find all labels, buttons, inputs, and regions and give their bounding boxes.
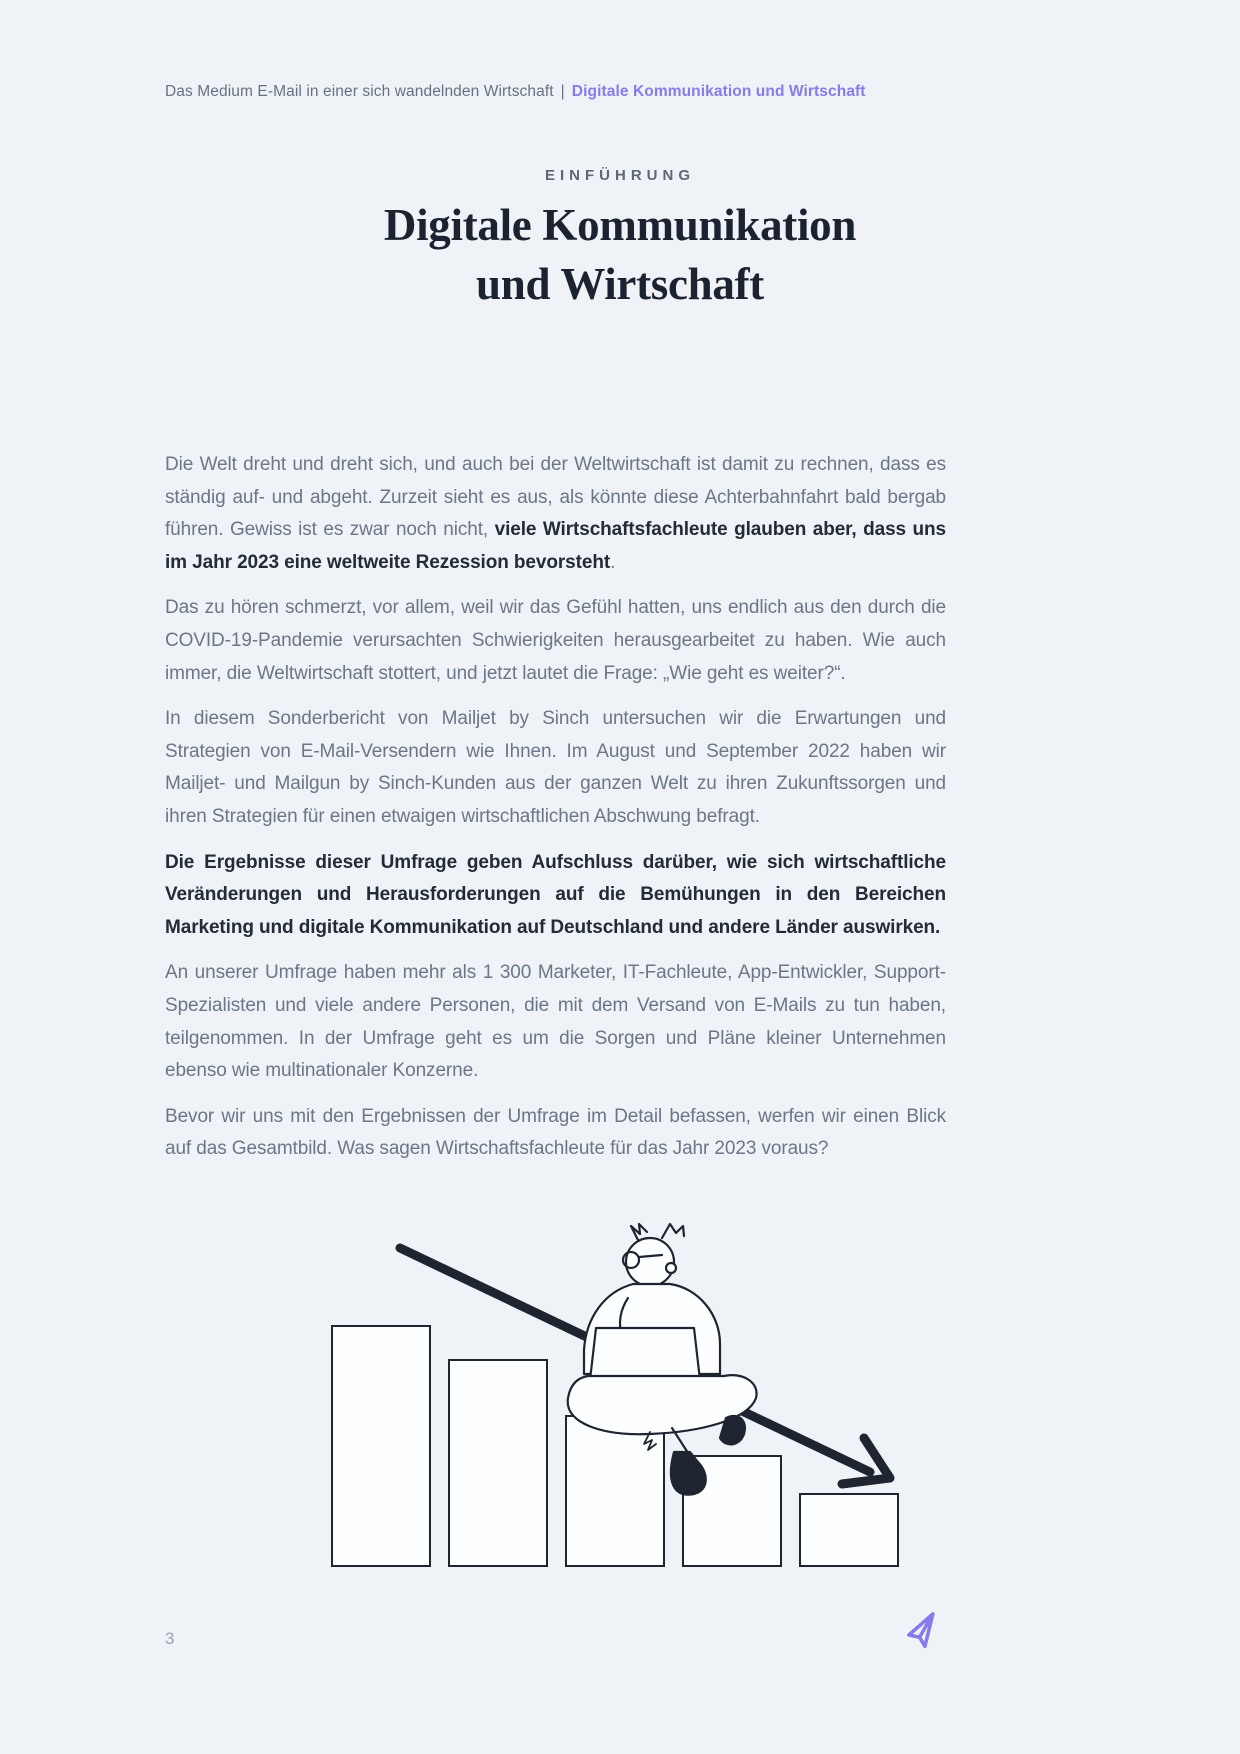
breadcrumb-separator: |	[560, 83, 565, 100]
body-paragraph	[165, 592, 946, 690]
paragraph-bold-text: Die Ergebnisse dieser Umfrage geben Aufschluss darüber, wie sich wirtschaftliche Veränderungen und Herausforderungen auf die Bemühungen in den Bereichen Marketing und digitale Kommunikation auf Deutschland und andere Länder auswirken.	[165, 851, 946, 938]
body-paragraph	[165, 847, 946, 945]
page-number: 3	[165, 1629, 175, 1648]
breadcrumb	[165, 83, 866, 101]
breadcrumb-current-chapter: Digitale Kommunikation und Wirtschaft	[571, 83, 866, 100]
person-hair-squiggle-right	[662, 1224, 684, 1238]
paper-plane-logo-icon	[903, 1612, 943, 1652]
page-title	[0, 196, 1240, 314]
bar-1	[332, 1326, 430, 1566]
page-title-line2: und Wirtschaft	[476, 259, 764, 309]
paragraph-bold-text: viele Wirtschaftsfachleute glauben aber, dass uns im Jahr 2023 eine weltweite Rezession bevorsteht	[165, 519, 947, 573]
paragraph-text: Das zu hören schmerzt, vor allem, weil wir das Gefühl hatten, uns endlich aus den durch die COVID-19-Pandemie verursachten Schwierigkeiten herausgearbeitet zu haben. Wie auch immer, die Weltwirtschaft stottert, und jetzt lautet die Frage: „Wie geht es weiter?“.	[165, 597, 946, 684]
laptop	[590, 1328, 700, 1380]
paragraph-text: Bevor wir uns mit den Ergebnissen der Umfrage im Detail befassen, werfen wir einen Blick auf das Gesamtbild. Was sagen Wirtschaftsfachleute für das Jahr 2023 voraus?	[165, 1105, 946, 1160]
bar-2	[449, 1360, 547, 1566]
person-head	[626, 1238, 674, 1286]
paragraph-text: Die Welt dreht und dreht sich, und auch bei der Weltwirtschaft ist damit zu rechnen, dass es ständig auf- und abgeht. Zurzeit sieht es aus, als könnte diese Achterbahnfahrt bald bergab führen. Gewiss ist es zwar noch nicht,	[165, 454, 946, 541]
bar-3	[566, 1416, 664, 1566]
bar-5	[800, 1494, 898, 1566]
body-paragraph	[165, 449, 946, 579]
section-eyebrow: EINFÜHRUNG	[545, 167, 695, 184]
person-ear	[666, 1263, 676, 1273]
body-paragraph	[165, 1101, 946, 1166]
declining-bar-chart-illustration	[328, 1222, 913, 1570]
body-paragraph	[165, 957, 946, 1087]
paragraph-text: In diesem Sonderbericht von Mailjet by Sinch untersuchen wir die Erwartungen und Strategien von E-Mail-Versendern wie Ihnen. Im August und September 2022 haben wir Mailjet- und Mailgun by Sinch-Kunden aus der ganzen Welt zu ihren Zukunftssorgen und ihren Strategien für einen etwaigen wirtschaftlichen Abschwung befragt.	[165, 708, 946, 827]
body-paragraph	[165, 703, 946, 833]
breadcrumb-section-label: Das Medium E-Mail in einer sich wandelnden Wirtschaft	[165, 83, 554, 100]
body-copy	[165, 449, 946, 1179]
paragraph-text: .	[610, 551, 616, 573]
page-title-line1: Digitale Kommunikation	[383, 200, 857, 250]
paragraph-text: An unserer Umfrage haben mehr als 1 300 Marketer, IT-Fachleute, App-Entwickler, Support-Spezialisten und viele andere Personen, die mit dem Versand von E-Mails zu tun haben, teilgenommen. In der Umfrage geht es um die Sorgen und Pläne kleiner Unternehmen ebenso wie multinationaler Konzerne.	[165, 962, 946, 1082]
